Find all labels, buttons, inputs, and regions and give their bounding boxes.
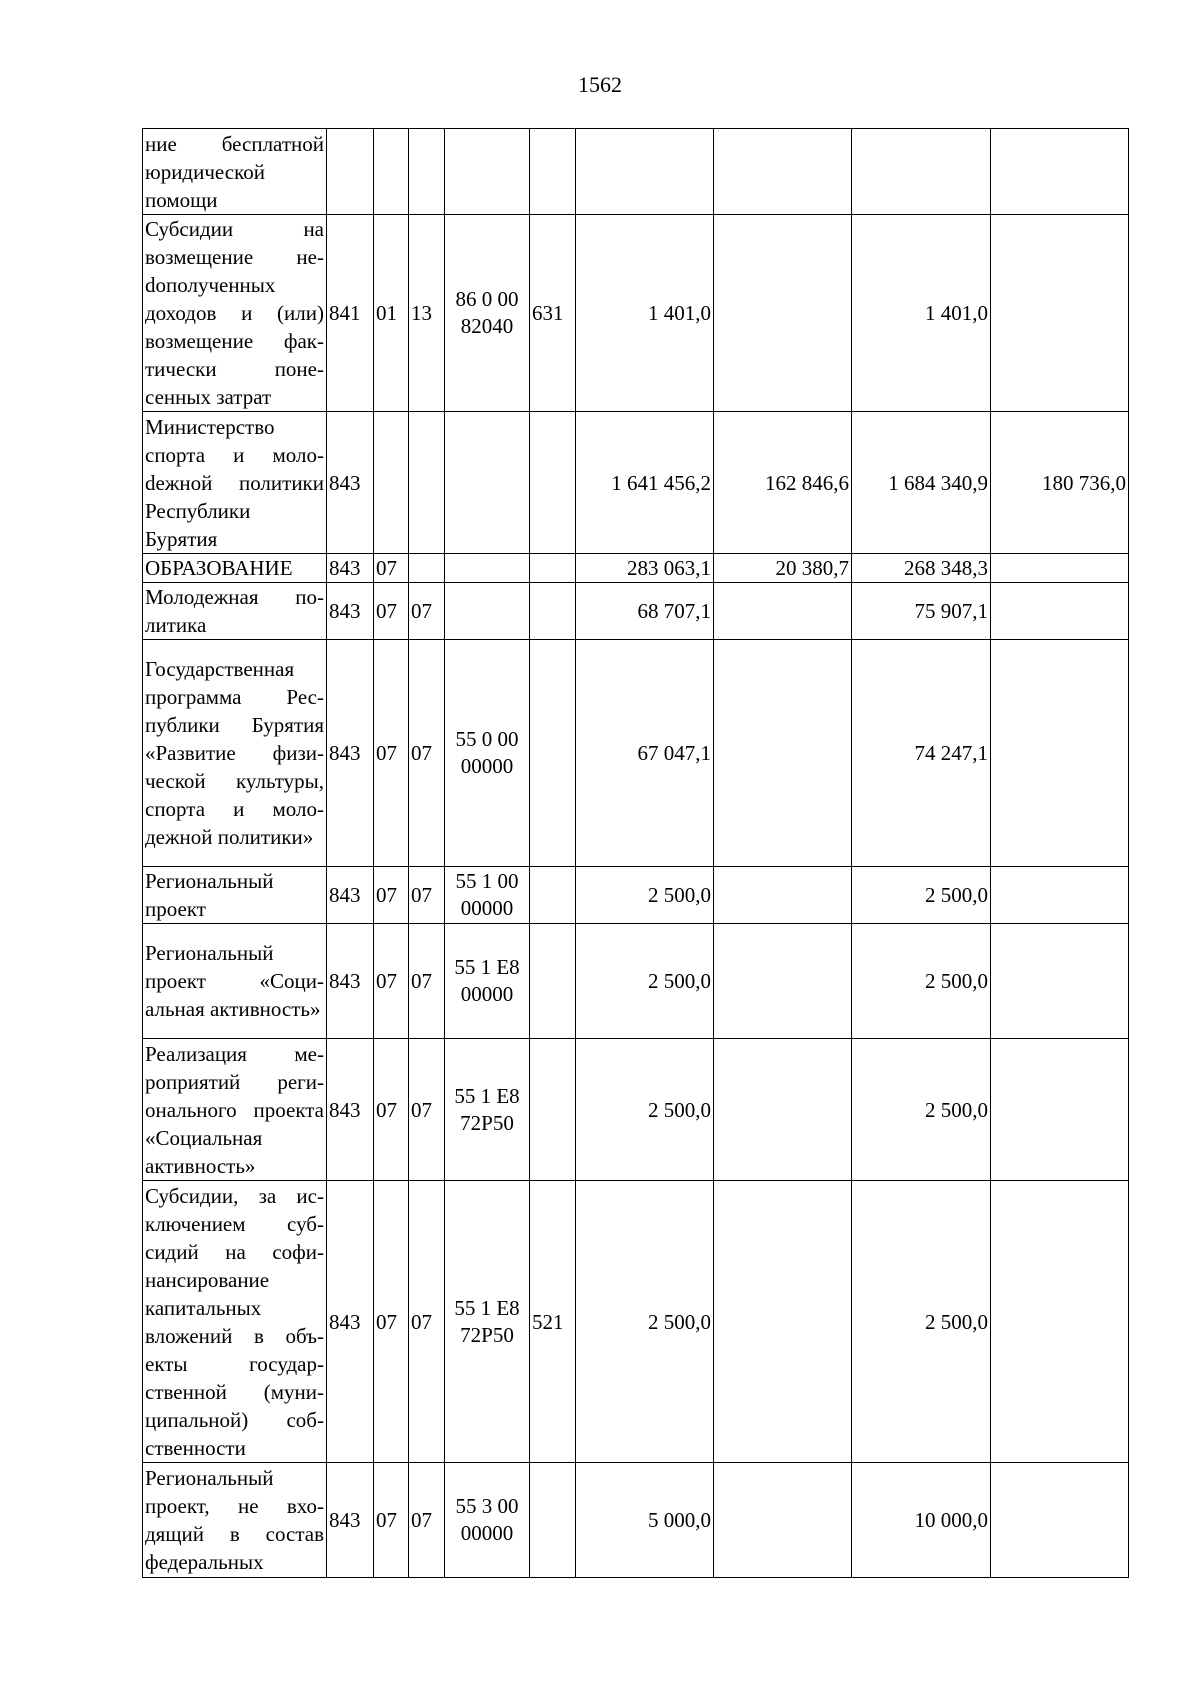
row-section-code — [374, 129, 409, 215]
row-grbs-code: 841 — [327, 215, 374, 412]
row-subsection-code — [409, 412, 445, 554]
row-subsection-code: 13 — [409, 215, 445, 412]
row-grbs-code: 843 — [327, 867, 374, 924]
row-amount-2 — [714, 215, 852, 412]
row-amount-3: 2 500,0 — [852, 924, 991, 1039]
row-amount-4 — [991, 1039, 1129, 1181]
row-amount-2 — [714, 640, 852, 867]
table-row — [143, 924, 1129, 1039]
row-section-code: 07 — [374, 583, 409, 640]
row-subsection-code: 07 — [409, 1463, 445, 1578]
row-amount-2 — [714, 129, 852, 215]
row-amount-4 — [991, 554, 1129, 583]
row-amount-4 — [991, 215, 1129, 412]
page-number: 1562 — [578, 72, 622, 97]
table-row — [143, 867, 1129, 924]
row-name: Государственная программа Республики Бурятия «Развитие физической культуры, спорта и молодежной политики» — [143, 640, 327, 867]
row-amount-3: 75 907,1 — [852, 583, 991, 640]
row-target-article: 55 1 E8 72P50 — [445, 1181, 530, 1463]
row-target-article — [445, 412, 530, 554]
row-target-article — [445, 554, 530, 583]
row-amount-1: 2 500,0 — [576, 1039, 714, 1181]
row-amount-4 — [991, 924, 1129, 1039]
row-section-code: 07 — [374, 867, 409, 924]
row-expense-type: 521 — [530, 1181, 576, 1463]
row-amount-2 — [714, 1181, 852, 1463]
row-target-article: 55 1 E8 72P50 — [445, 1039, 530, 1181]
row-name: Региональный проект «Социальная активность» — [143, 924, 327, 1039]
row-expense-type — [530, 554, 576, 583]
row-amount-1: 283 063,1 — [576, 554, 714, 583]
row-amount-2 — [714, 1463, 852, 1578]
row-grbs-code: 843 — [327, 924, 374, 1039]
row-amount-1: 1 641 456,2 — [576, 412, 714, 554]
row-amount-3: 268 348,3 — [852, 554, 991, 583]
table-row — [143, 412, 1129, 554]
row-amount-3 — [852, 129, 991, 215]
row-subsection-code: 07 — [409, 1181, 445, 1463]
row-amount-4 — [991, 1181, 1129, 1463]
row-grbs-code: 843 — [327, 554, 374, 583]
row-name: ние бесплатной юридической помощи — [143, 129, 327, 215]
row-expense-type — [530, 924, 576, 1039]
row-grbs-code: 843 — [327, 1039, 374, 1181]
row-amount-4 — [991, 867, 1129, 924]
row-section-code: 07 — [374, 924, 409, 1039]
row-section-code: 07 — [374, 1463, 409, 1578]
table-body — [143, 129, 1129, 1578]
row-subsection-code — [409, 129, 445, 215]
row-name: Региональный проект — [143, 867, 327, 924]
row-amount-3: 2 500,0 — [852, 1181, 991, 1463]
row-amount-1: 2 500,0 — [576, 924, 714, 1039]
row-section-code — [374, 412, 409, 554]
row-target-article — [445, 583, 530, 640]
row-expense-type: 631 — [530, 215, 576, 412]
table-row — [143, 215, 1129, 412]
row-amount-3: 1 401,0 — [852, 215, 991, 412]
row-name: Министерство спорта и молоdежной политики Республики Бурятия — [143, 412, 327, 554]
row-name: Субсидии, за исключением субсидий на софинансирование капитальных вложений в объекты государственной (муниципальной) собственности — [143, 1181, 327, 1463]
row-amount-4: 180 736,0 — [991, 412, 1129, 554]
row-subsection-code: 07 — [409, 924, 445, 1039]
row-amount-4 — [991, 583, 1129, 640]
row-section-code: 07 — [374, 1039, 409, 1181]
row-grbs-code — [327, 129, 374, 215]
row-amount-2: 162 846,6 — [714, 412, 852, 554]
row-expense-type — [530, 412, 576, 554]
row-amount-1: 2 500,0 — [576, 1181, 714, 1463]
row-name: Реализация мероприятий регионального проекта «Социальная активность» — [143, 1039, 327, 1181]
row-amount-2 — [714, 1039, 852, 1181]
row-name: Молодежная политика — [143, 583, 327, 640]
row-subsection-code — [409, 554, 445, 583]
row-expense-type — [530, 640, 576, 867]
row-section-code: 07 — [374, 1181, 409, 1463]
row-expense-type — [530, 583, 576, 640]
row-grbs-code: 843 — [327, 1181, 374, 1463]
row-target-article: 86 0 00 82040 — [445, 215, 530, 412]
row-grbs-code: 843 — [327, 583, 374, 640]
table-row — [143, 640, 1129, 867]
row-target-article: 55 3 00 00000 — [445, 1463, 530, 1578]
row-amount-2 — [714, 867, 852, 924]
table-row — [143, 554, 1129, 583]
row-subsection-code: 07 — [409, 1039, 445, 1181]
row-amount-1: 5 000,0 — [576, 1463, 714, 1578]
row-amount-4 — [991, 640, 1129, 867]
row-subsection-code: 07 — [409, 640, 445, 867]
row-grbs-code: 843 — [327, 1463, 374, 1578]
row-subsection-code: 07 — [409, 867, 445, 924]
row-amount-3: 2 500,0 — [852, 867, 991, 924]
row-target-article: 55 1 00 00000 — [445, 867, 530, 924]
row-subsection-code: 07 — [409, 583, 445, 640]
row-amount-4 — [991, 129, 1129, 215]
row-name: Субсидии на возмещение неdополученных доходов и (или) возмещение фактически понесенных затрат — [143, 215, 327, 412]
row-amount-3: 74 247,1 — [852, 640, 991, 867]
row-amount-1: 2 500,0 — [576, 867, 714, 924]
row-amount-2: 20 380,7 — [714, 554, 852, 583]
table-row — [143, 1181, 1129, 1463]
row-target-article: 55 0 00 00000 — [445, 640, 530, 867]
table-row — [143, 1463, 1129, 1578]
row-amount-1 — [576, 129, 714, 215]
row-target-article — [445, 129, 530, 215]
row-expense-type — [530, 1039, 576, 1181]
row-amount-4 — [991, 1463, 1129, 1578]
row-section-code: 01 — [374, 215, 409, 412]
row-target-article: 55 1 E8 00000 — [445, 924, 530, 1039]
row-amount-3: 1 684 340,9 — [852, 412, 991, 554]
row-amount-3: 2 500,0 — [852, 1039, 991, 1181]
table-row — [143, 129, 1129, 215]
row-amount-2 — [714, 924, 852, 1039]
row-expense-type — [530, 867, 576, 924]
row-grbs-code: 843 — [327, 412, 374, 554]
table-row — [143, 1039, 1129, 1181]
row-section-code: 07 — [374, 554, 409, 583]
row-amount-1: 67 047,1 — [576, 640, 714, 867]
row-grbs-code: 843 — [327, 640, 374, 867]
row-expense-type — [530, 129, 576, 215]
row-expense-type — [530, 1463, 576, 1578]
row-amount-1: 1 401,0 — [576, 215, 714, 412]
budget-table — [142, 128, 1129, 1578]
table-row — [143, 583, 1129, 640]
row-name: Региональный проект, не входящий в состав федеральных — [143, 1463, 327, 1578]
row-section-code: 07 — [374, 640, 409, 867]
row-amount-2 — [714, 583, 852, 640]
row-name: ОБРАЗОВАНИЕ — [143, 554, 327, 583]
row-amount-1: 68 707,1 — [576, 583, 714, 640]
row-amount-3: 10 000,0 — [852, 1463, 991, 1578]
